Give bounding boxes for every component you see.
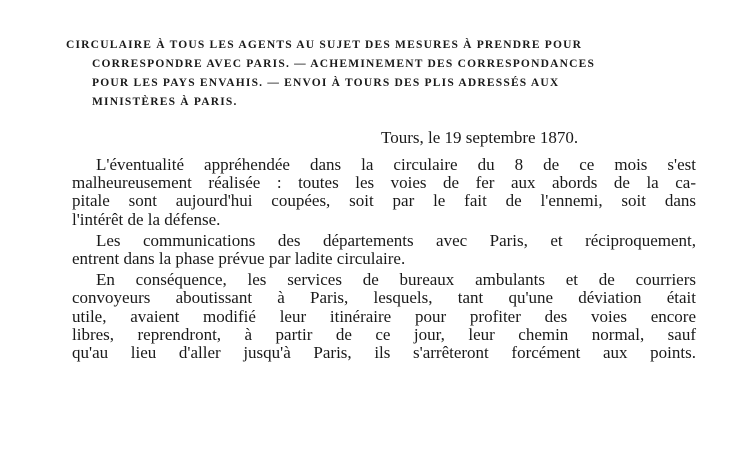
heading-line-4: MINISTÈRES À PARIS. (92, 96, 238, 108)
text-line: L'éventualité appréhendée dans la circulaire du 8 de ce mois s'est (96, 155, 696, 174)
paragraph-1 (72, 156, 696, 229)
text-line: l'intérêt de la défense. (72, 209, 221, 229)
text-line: malheureusement réalisée : toutes les voies de fer aux abords de la ca- (72, 173, 696, 193)
text-line: qu'au lieu d'aller jusqu'à Paris, ils s'arrêteront forcément aux points. (72, 343, 696, 363)
paragraph-3 (72, 271, 696, 362)
text-line: pitale sont aujourd'hui coupées, soit par le fait de l'ennemi, soit dans (72, 191, 696, 211)
text-line: Les communications des départements avec Paris, et réciproquement, (96, 230, 696, 250)
paragraph-2 (72, 232, 696, 268)
letter-body (72, 156, 696, 365)
text-line: utile, avaient modifié leur itinéraire pour profiter des voies encore (72, 306, 696, 326)
dateline: Tours, le 19 septembre 1870. (381, 128, 579, 147)
text-line: libres, reprendront, à partir de ce jour, leur chemin normal, sauf (72, 324, 696, 344)
heading-line-1: CIRCULAIRE À TOUS LES AGENTS AU SUJET DES MESURES À PRENDRE POUR (66, 39, 583, 51)
text-line: En conséquence, les services de bureaux ambulants et de courriers (96, 270, 696, 290)
text-line: entrent dans la phase prévue par ladite circulaire. (72, 249, 406, 269)
heading-line-3: POUR LES PAYS ENVAHIS. — ENVOI À TOURS DES PLIS ADRESSÉS AUX (92, 77, 560, 89)
text-line: convoyeurs aboutissant à Paris, lesquels, tant qu'une déviation était (72, 288, 696, 308)
heading-line-2: CORRESPONDRE AVEC PARIS. — ACHEMINEMENT DES CORRESPONDANCES (92, 58, 596, 70)
circular-heading (66, 36, 694, 112)
